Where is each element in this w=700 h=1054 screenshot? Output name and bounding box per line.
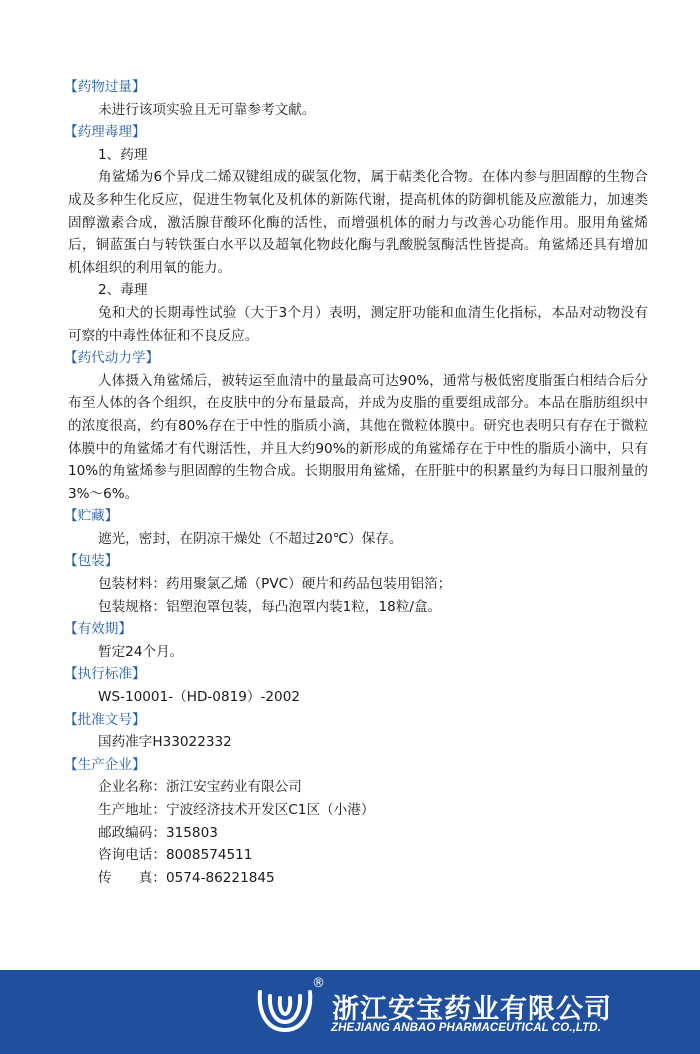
pharmacokinetics-text: 人体摄入角鲨烯后，被转运至血清中的量最高可达90%，通常与极低密度脂蛋白相结合后分布至人体的各个组织，在皮肤中的分布量最高，并成为皮脂的重要组成部分。本品在脂肪组织中的浓度很高，约有80%存在于中性的脂质小滴，其他在微粒体膜中。研究也表明只有存在于微粒体膜中的角鲨烯才有代谢活性，并且大约90%的新形成的角鲨烯存在于中性的脂质小滴中，只有10%的角鲨烯参与胆固醇的生物合成。长期服用角鲨烯，在肝脏中的积累量约为每日口服剂量的3%～6%。 <box>68 372 648 502</box>
manufacturer-phone: 8008574511 <box>165 847 253 864</box>
manufacturer-postcode-row <box>68 822 648 845</box>
validity-text: 暂定24个月。 <box>98 643 184 660</box>
manufacturer-name-row <box>68 776 648 799</box>
toxicity-text: 兔和犬的长期毒性试验（大于3个月）表明，测定肝功能和血清生化指标，本品对动物没有可察的中毒性体征和不良反应。 <box>68 304 648 344</box>
standard-text: WS-10001-（HD-0819）-2002 <box>98 689 301 706</box>
toxicity-subtitle: 2、毒理 <box>98 282 148 299</box>
manufacturer-phone-row <box>68 844 648 867</box>
manufacturer-postcode-label: 邮政编码： <box>98 824 166 841</box>
pharmacology-text: 角鲨烯为6个异戊二烯双键组成的碳氢化物，属于萜类化合物。在体内参与胆固醇的生物合成及多种生化反应，促进生物氧化及机体的新陈代谢，提高机体的防御机能及应激能力，加速类固醇激素合成，激活腺苷酸环化酶的活性，而增强机体的耐力与改善心功能作用。服用角鲨烯后，铜蓝蛋白与转铁蛋白水平以及超氧化物歧化酶与乳酸脱氢酶活性皆提高。角鲨烯还具有增加机体组织的利用氧的能力。 <box>68 169 648 276</box>
manufacturer-address: 宁波经济技术开发区C1区（小港） <box>165 802 375 818</box>
company-name-cn: 浙江安宝药业有限公司 <box>332 994 612 1025</box>
manufacturer-postcode: 315803 <box>165 824 218 841</box>
section-heading-manufacturer: 【生产企业】 <box>64 756 146 773</box>
section-heading-approval: 【批准文号】 <box>64 711 146 728</box>
manufacturer-address-row <box>68 799 648 822</box>
approval-number: 国药准字H33022332 <box>98 734 232 751</box>
company-footer-band <box>0 970 700 1054</box>
package-material: 包装材料：药用聚氯乙烯（PVC）硬片和药品包装用铝箔； <box>98 576 452 593</box>
manufacturer-name-label: 企业名称： <box>98 779 166 796</box>
manufacturer-fax-label: 传 真： <box>98 869 166 886</box>
section-heading-toxicology: 【药理毒理】 <box>64 124 146 141</box>
package-spec: 包装规格：铝塑泡罩包装，每凸泡罩内装1粒，18粒/盒。 <box>98 598 442 615</box>
manufacturer-name: 浙江安宝药业有限公司 <box>165 779 302 796</box>
anbao-logo-icon <box>256 984 314 1036</box>
registered-mark: ® <box>312 976 325 991</box>
storage-text: 遮光，密封，在阴凉干燥处（不超过20℃）保存。 <box>98 530 403 547</box>
section-heading-package: 【包装】 <box>64 553 119 570</box>
manufacturer-address-label: 生产地址： <box>98 802 166 818</box>
section-heading-standard: 【执行标准】 <box>64 666 146 683</box>
section-heading-storage: 【贮藏】 <box>64 508 119 525</box>
manufacturer-phone-label: 咨询电话： <box>98 847 166 864</box>
leaflet-body <box>64 76 648 889</box>
section-heading-pharmacokinetics: 【药代动力学】 <box>64 350 160 367</box>
overdose-text: 未进行该项实验且无可靠参考文献。 <box>98 101 316 118</box>
pharmacology-subtitle: 1、药理 <box>98 146 148 163</box>
manufacturer-fax-row <box>68 867 648 890</box>
section-heading-overdose: 【药物过量】 <box>64 79 146 95</box>
section-heading-validity: 【有效期】 <box>64 621 132 638</box>
manufacturer-fax: 0574-86221845 <box>165 869 275 886</box>
company-name-en: ZHEJIANG ANBAO PHARMACEUTICAL CO.,LTD. <box>331 1022 602 1034</box>
